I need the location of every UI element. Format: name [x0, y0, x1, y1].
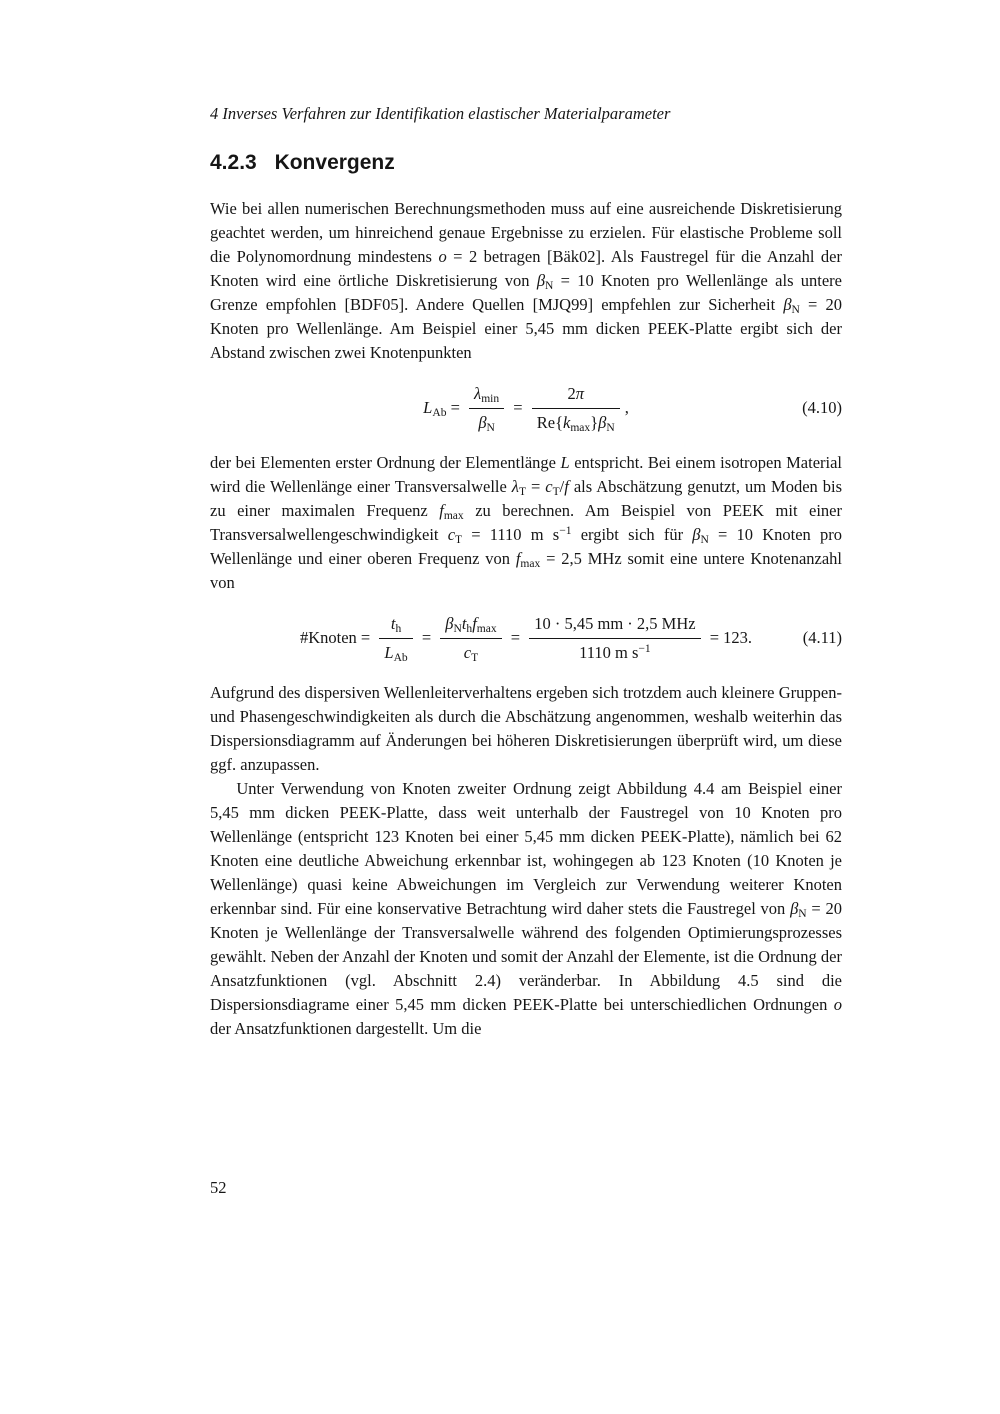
section-number: 4.2.3 [210, 151, 257, 174]
equation-number-4-11: (4.11) [802, 628, 842, 647]
paragraph-4: Unter Verwendung von Knoten zweiter Ordnung zeigt Abbildung 4.4 am Beispiel einer 5,45 mm dicken PEEK-Platte, dass weit unterhalb der Faustregel von 10 Knoten pro Wellenlänge (entspricht 123 Knoten bei einer 5,45 mm dicken PEEK-Platte), nämlich bei 62 Knoten eine deutliche Abweichung erkennbar ist, wohingegen ab 123 Knoten (10 Knoten je Wellenlänge) quasi keine Abweichungen im Vergleich zur Verwendung weiterer Knoten erkennbar sind. Für eine konservative Betrachtung wird daher stets die Faustregel von $\beta_N = 20$ Knoten je Wellenlänge der Transversalwelle während des folgenden Optimierungsprozesses gewählt. Neben der Anzahl der Knoten und somit der Anzahl der Elemente, ist die Ordnung der Ansatzfunktionen (vgl. Abschnitt 2.4) veränderbar. In Abbildung 4.5 sind die Dispersionsdiagrame einer 5,45 mm dicken PEEK-Platte bei unterschiedlichen Ordnungen o der Ansatzfunktionen dargestellt. Um die [210, 779, 842, 1038]
text-block [210, 102, 842, 1041]
equation-4-11 [210, 610, 842, 666]
equation-4-10 [210, 380, 842, 436]
page-number: 52 [210, 1178, 227, 1197]
running-head: 4 Inverses Verfahren zur Identifikation elastischer Materialparameter [210, 104, 671, 123]
paragraph-1: Wie bei allen numerischen Berechnungsmethoden muss auf eine ausreichende Diskretisierung geachtet werden, um hinreichend genaue Ergebnisse zu erzielen. Für elastische Probleme soll die Polynomordnung mindestens o = 2 betragen [Bäk02]. Als Faustregel für die Anzahl der Knoten wird eine örtliche Diskretisierung von $\beta_N = 10$ Knoten pro Wellenlänge als untere Grenze empfohlen [BDF05]. Andere Quellen [MJQ99] empfehlen zur Sicherheit $\beta_N = 20$ Knoten pro Wellenlänge. Am Beispiel einer 5,45 mm dicken PEEK-Platte ergibt sich der Abstand zwischen zwei Knotenpunkten [210, 199, 842, 362]
paragraph-3: Aufgrund des dispersiven Wellenleiterverhaltens ergeben sich trotzdem auch kleinere Gruppen- und Phasengeschwindigkeiten als durch die Abschätzung angenommen, weshalb weiterhin das Dispersionsdiagramm auf Änderungen bei höheren Diskretisierungen überprüft wird, um diese ggf. anzupassen. [210, 683, 842, 774]
paragraph-2: der bei Elementen erster Ordnung der Elementlänge L entspricht. Bei einem isotropen Material wird die Wellenlänge einer Transversalwelle $\lambda_T = c_T/f$ als Abschätzung genutzt, um Moden bis zu einer maximalen Frequenz $f_{max}$ zu berechnen. Am Beispiel von PEEK mit einer Transversalwellengeschwindigkeit $c_T = 1110$ m $s^{-1}$ ergibt sich für $\beta_N = 10$ Knoten pro Wellenlänge und einer oberen Frequenz von $f_{max} = 2,5$ MHz somit eine untere Knotenanzahl von [210, 453, 843, 592]
equation-4-10-body: $L_{Ab}$ = $\frac{\lambda_{min}}{\beta_N}$ = $\frac{2\pi}{Re\{k_{max}\}\beta_N}$ , [423, 383, 629, 434]
section-heading [210, 151, 842, 175]
equation-number-4-10: (4.10) [802, 398, 842, 417]
section-title: Konvergenz [274, 151, 395, 174]
equation-4-11-body: #Knoten = $\frac{t_h}{L_{Ab}}$ = $\frac{\beta_Nt_hf_{max}}{c_T}$ = $\frac{\text{10 · 5,45 mm · 2,5 MHz}}{1110 m s^{-1}}$ = 123. [299, 613, 752, 664]
